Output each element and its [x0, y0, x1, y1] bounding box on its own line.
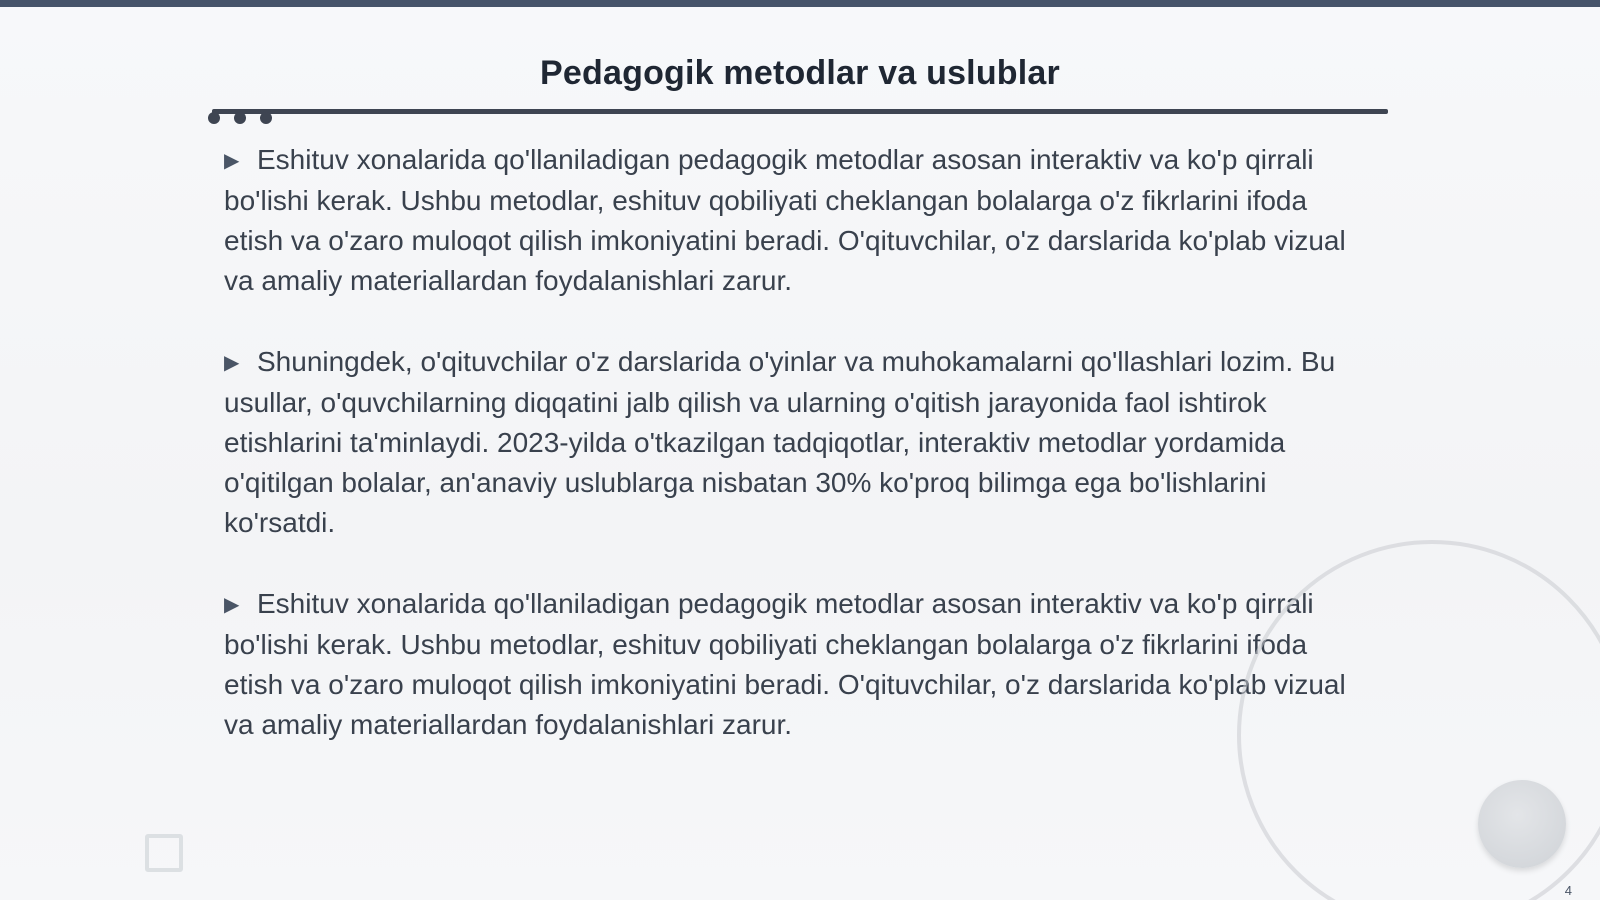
- decorative-dot: [234, 112, 246, 124]
- bullet-paragraph: [224, 342, 1354, 543]
- triangle-bullet-icon: ▶: [224, 150, 240, 172]
- decorative-dot: [208, 112, 220, 124]
- title-underline: [212, 109, 1388, 114]
- decorative-disc: [1478, 780, 1566, 868]
- decorative-square: [145, 834, 183, 872]
- triangle-bullet-icon: ▶: [224, 352, 240, 374]
- triangle-bullet-icon: ▶: [224, 594, 240, 616]
- paragraph-text: Eshituv xonalarida qo'llaniladigan pedagogik metodlar asosan interaktiv va ko'p qirrali bo'lishi kerak. Ushbu metodlar, eshituv qobiliyati cheklangan bolalarga o'z fikrlarini ifoda etish va o'zaro muloqot qilish imkoniyatini beradi. O'qituvchilar, o'z darslarida ko'plab vizual va amaliy materiallardan foydalanishlari zarur.: [224, 144, 1346, 296]
- paragraph-text: Shuningdek, o'qituvchilar o'z darslarida o'yinlar va muhokamalarni qo'llashlari lozim. Bu usullar, o'quvchilarning diqqatini jalb qilish va ularning o'qitish jarayonida faol ishtirok etishlarini ta'minlaydi. 2023-yilda o'tkazilgan tadqiqotlar, interaktiv metodlar yordamida o'qitilgan bolalar, an'anaviy uslublarga nisbatan 30% ko'proq bilimga ega bo'lishlarini ko'rsatdi.: [224, 346, 1336, 538]
- decorative-dot: [260, 112, 272, 124]
- page-number: 4: [1564, 883, 1572, 898]
- slide-title: Pedagogik metodlar va uslublar: [540, 54, 1060, 92]
- top-accent-bar: [0, 0, 1600, 7]
- bullet-paragraph: [224, 584, 1354, 745]
- paragraph-text: Eshituv xonalarida qo'llaniladigan pedagogik metodlar asosan interaktiv va ko'p qirrali bo'lishi kerak. Ushbu metodlar, eshituv qobiliyati cheklangan bolalarga o'z fikrlarini ifoda etish va o'zaro muloqot qilish imkoniyatini beradi. O'qituvchilar, o'z darslarida ko'plab vizual va amaliy materiallardan foydalanishlari zarur.: [224, 588, 1346, 740]
- slide-body: [224, 140, 1354, 786]
- bullet-paragraph: [224, 140, 1354, 301]
